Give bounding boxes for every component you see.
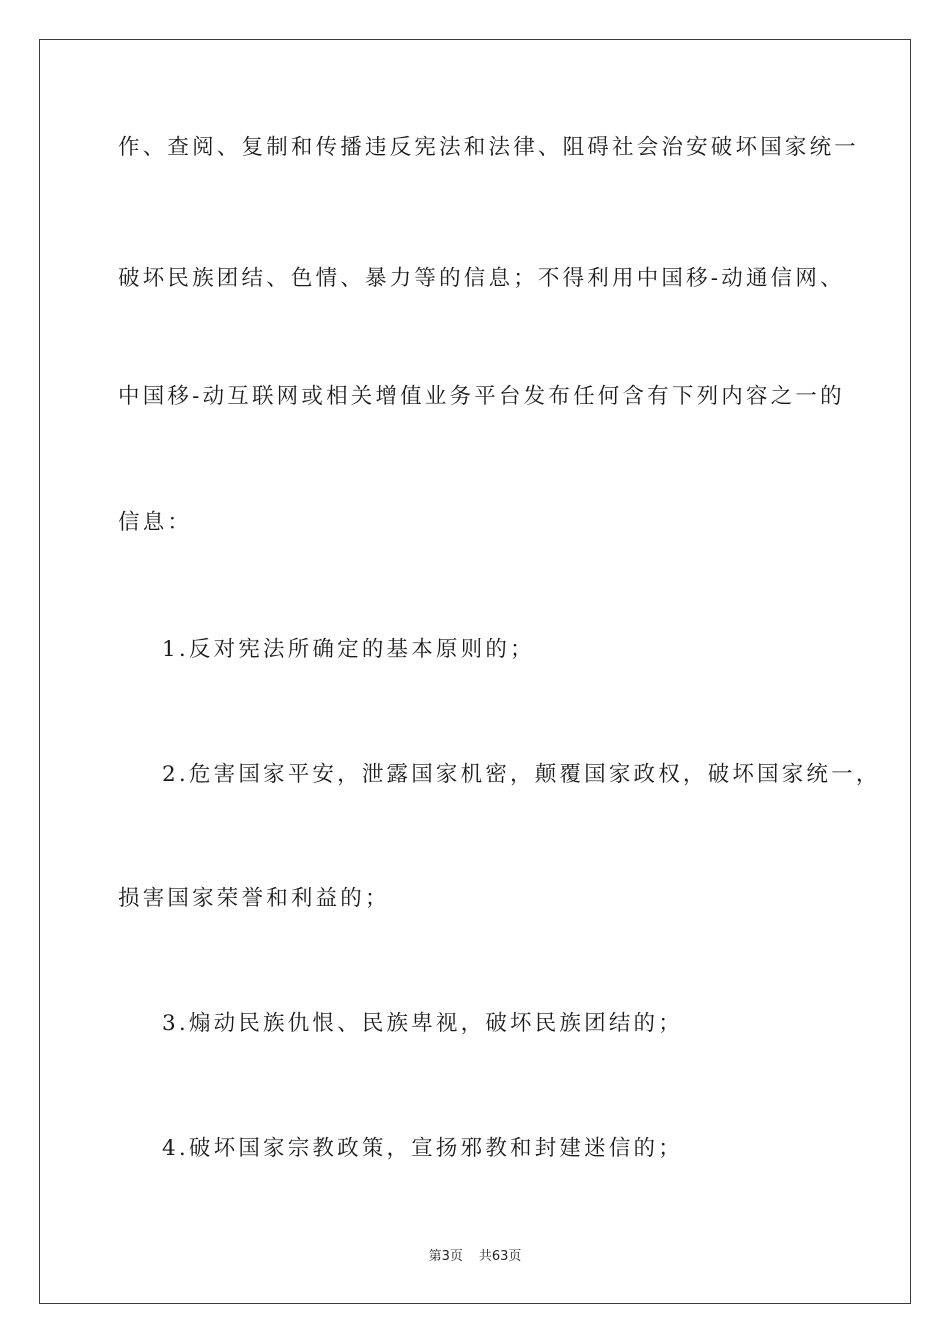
- page-total: 共63页: [478, 1249, 522, 1264]
- body-line-1: 作、查阅、复制和传播违反宪法和法律、阻碍社会治安破坏国家统一: [118, 135, 860, 160]
- list-item-4: 4.破坏国家宗教政策，宣扬邪教和封建迷信的；: [162, 1136, 683, 1161]
- body-line-4: 信息：: [118, 510, 193, 535]
- page-footer: [0, 1245, 950, 1264]
- page-number: 第3页: [428, 1249, 463, 1264]
- body-line-2: 破坏民族团结、色情、暴力等的信息；不得利用中国移-动通信网、: [118, 266, 845, 291]
- page-border: [39, 39, 911, 1304]
- list-item-1: 1.反对宪法所确定的基本原则的；: [162, 637, 535, 662]
- body-line-3: 中国移-动互联网或相关增值业务平台发布任何含有下列内容之一的: [118, 384, 845, 409]
- list-item-2-continuation: 损害国家荣誉和利益的；: [118, 886, 390, 911]
- list-item-2: 2.危害国家平安，泄露国家机密，颠覆国家政权，破坏国家统一，: [162, 762, 881, 787]
- list-item-3: 3.煽动民族仇恨、民族卑视，破坏民族团结的；: [162, 1011, 683, 1036]
